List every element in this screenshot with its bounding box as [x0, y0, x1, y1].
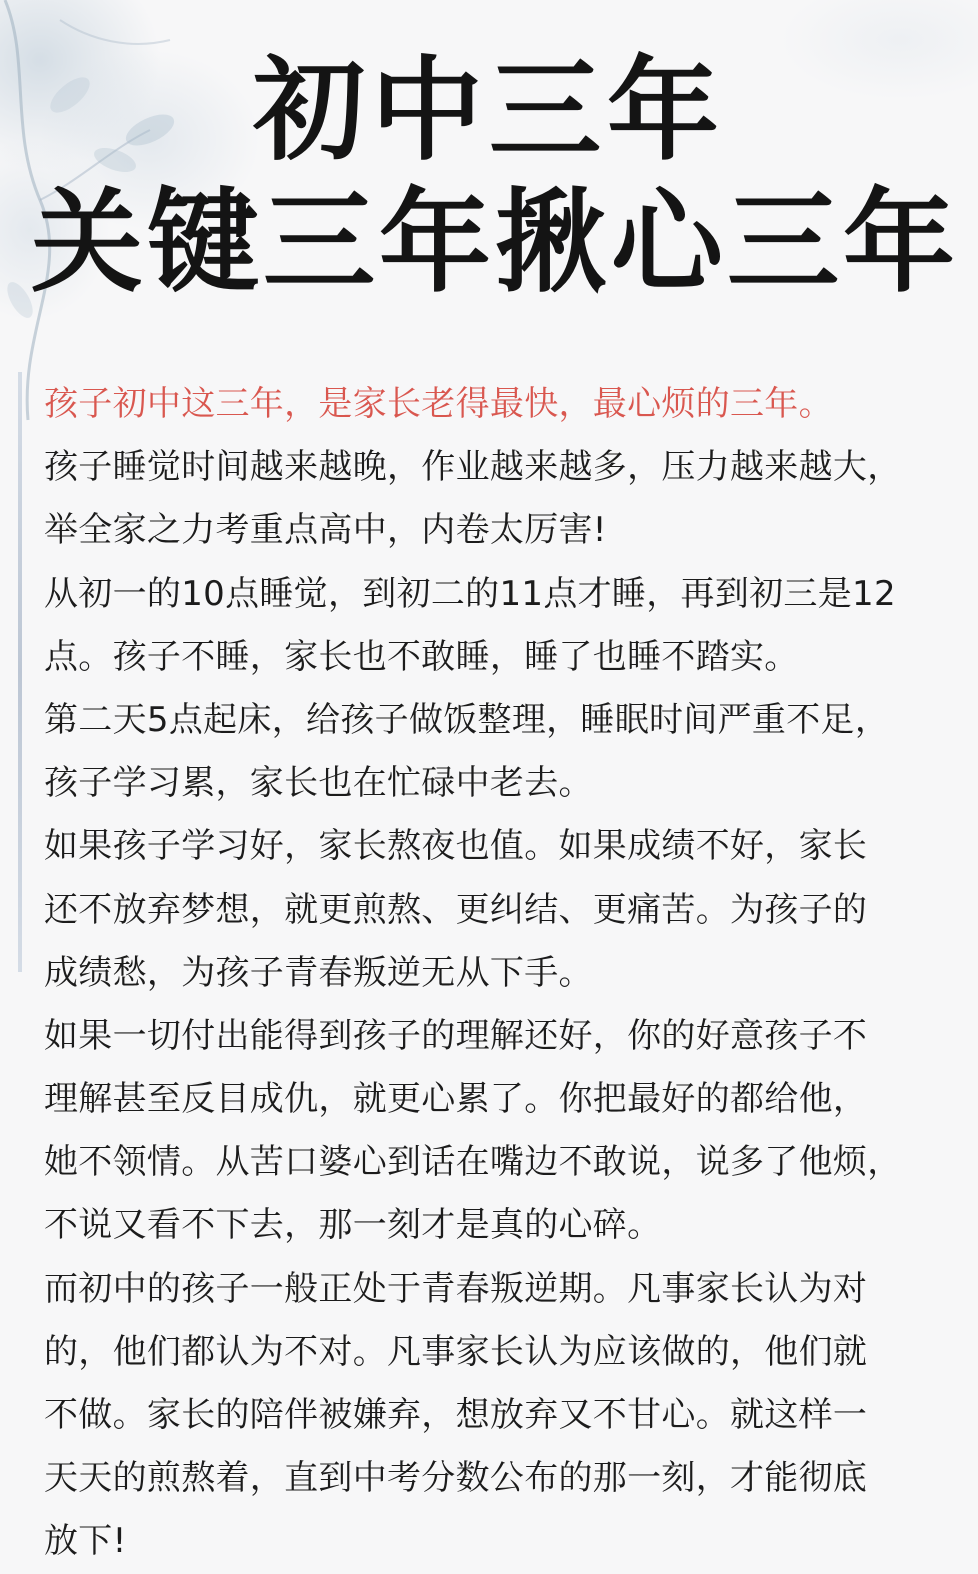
text-line: 举全家之力考重点高中，内卷太厉害! [44, 510, 607, 551]
text-line: 的，他们都认为不对。凡事家长认为应该做的，他们就 [44, 1331, 868, 1372]
title-line-2: 关键三年揪心三年 [31, 178, 959, 308]
text-line: 点。孩子不睡，家长也不敢睡，睡了也睡不踏实。 [44, 636, 799, 677]
text-line: 还不放弃梦想，就更煎熬、更纠结、更痛苦。为孩子的 [44, 889, 868, 930]
lead-line: 孩子初中这三年，是家长老得最快，最心烦的三年。 [44, 384, 833, 424]
text-line: 孩子睡觉时间越来越晚，作业越来越多，压力越来越大， [44, 447, 902, 488]
text-line: 孩子学习累，家长也在忙碌中老去。 [44, 763, 593, 804]
text-line: 而初中的孩子一般正处于青春叛逆期。凡事家长认为对 [44, 1268, 868, 1309]
article-body [44, 373, 944, 1574]
text-line: 如果一切付出能得到孩子的理解还好，你的好意孩子不 [44, 1015, 868, 1056]
text-line: 理解甚至反目成仇，就更心累了。你把最好的都给他， [44, 1079, 868, 1120]
title-line-1: 初中三年 [253, 46, 725, 176]
text-line: 如果孩子学习好，家长熬夜也值。如果成绩不好，家长 [44, 826, 868, 867]
text-line: 从初一的10点睡觉，到初二的11点才睡，再到初三是12 [44, 573, 896, 614]
text-line: 放下! [44, 1521, 127, 1562]
text-line: 成绩愁，为孩子青春叛逆无从下手。 [44, 952, 593, 993]
text-line: 她不领情。从苦口婆心到话在嘴边不敢说，说多了他烦， [44, 1142, 902, 1183]
text-line: 第二天5点起床，给孩子做饭整理，睡眠时间严重不足， [44, 699, 890, 740]
text-line: 不说又看不下去，那一刻才是真的心碎。 [44, 1205, 662, 1246]
text-line: 不做。家长的陪伴被嫌弃，想放弃又不甘心。就这样一 [44, 1395, 868, 1435]
text-line: 天天的煎熬着，直到中考分数公布的那一刻，才能彻底 [44, 1458, 868, 1499]
left-accent-bar [18, 372, 22, 972]
